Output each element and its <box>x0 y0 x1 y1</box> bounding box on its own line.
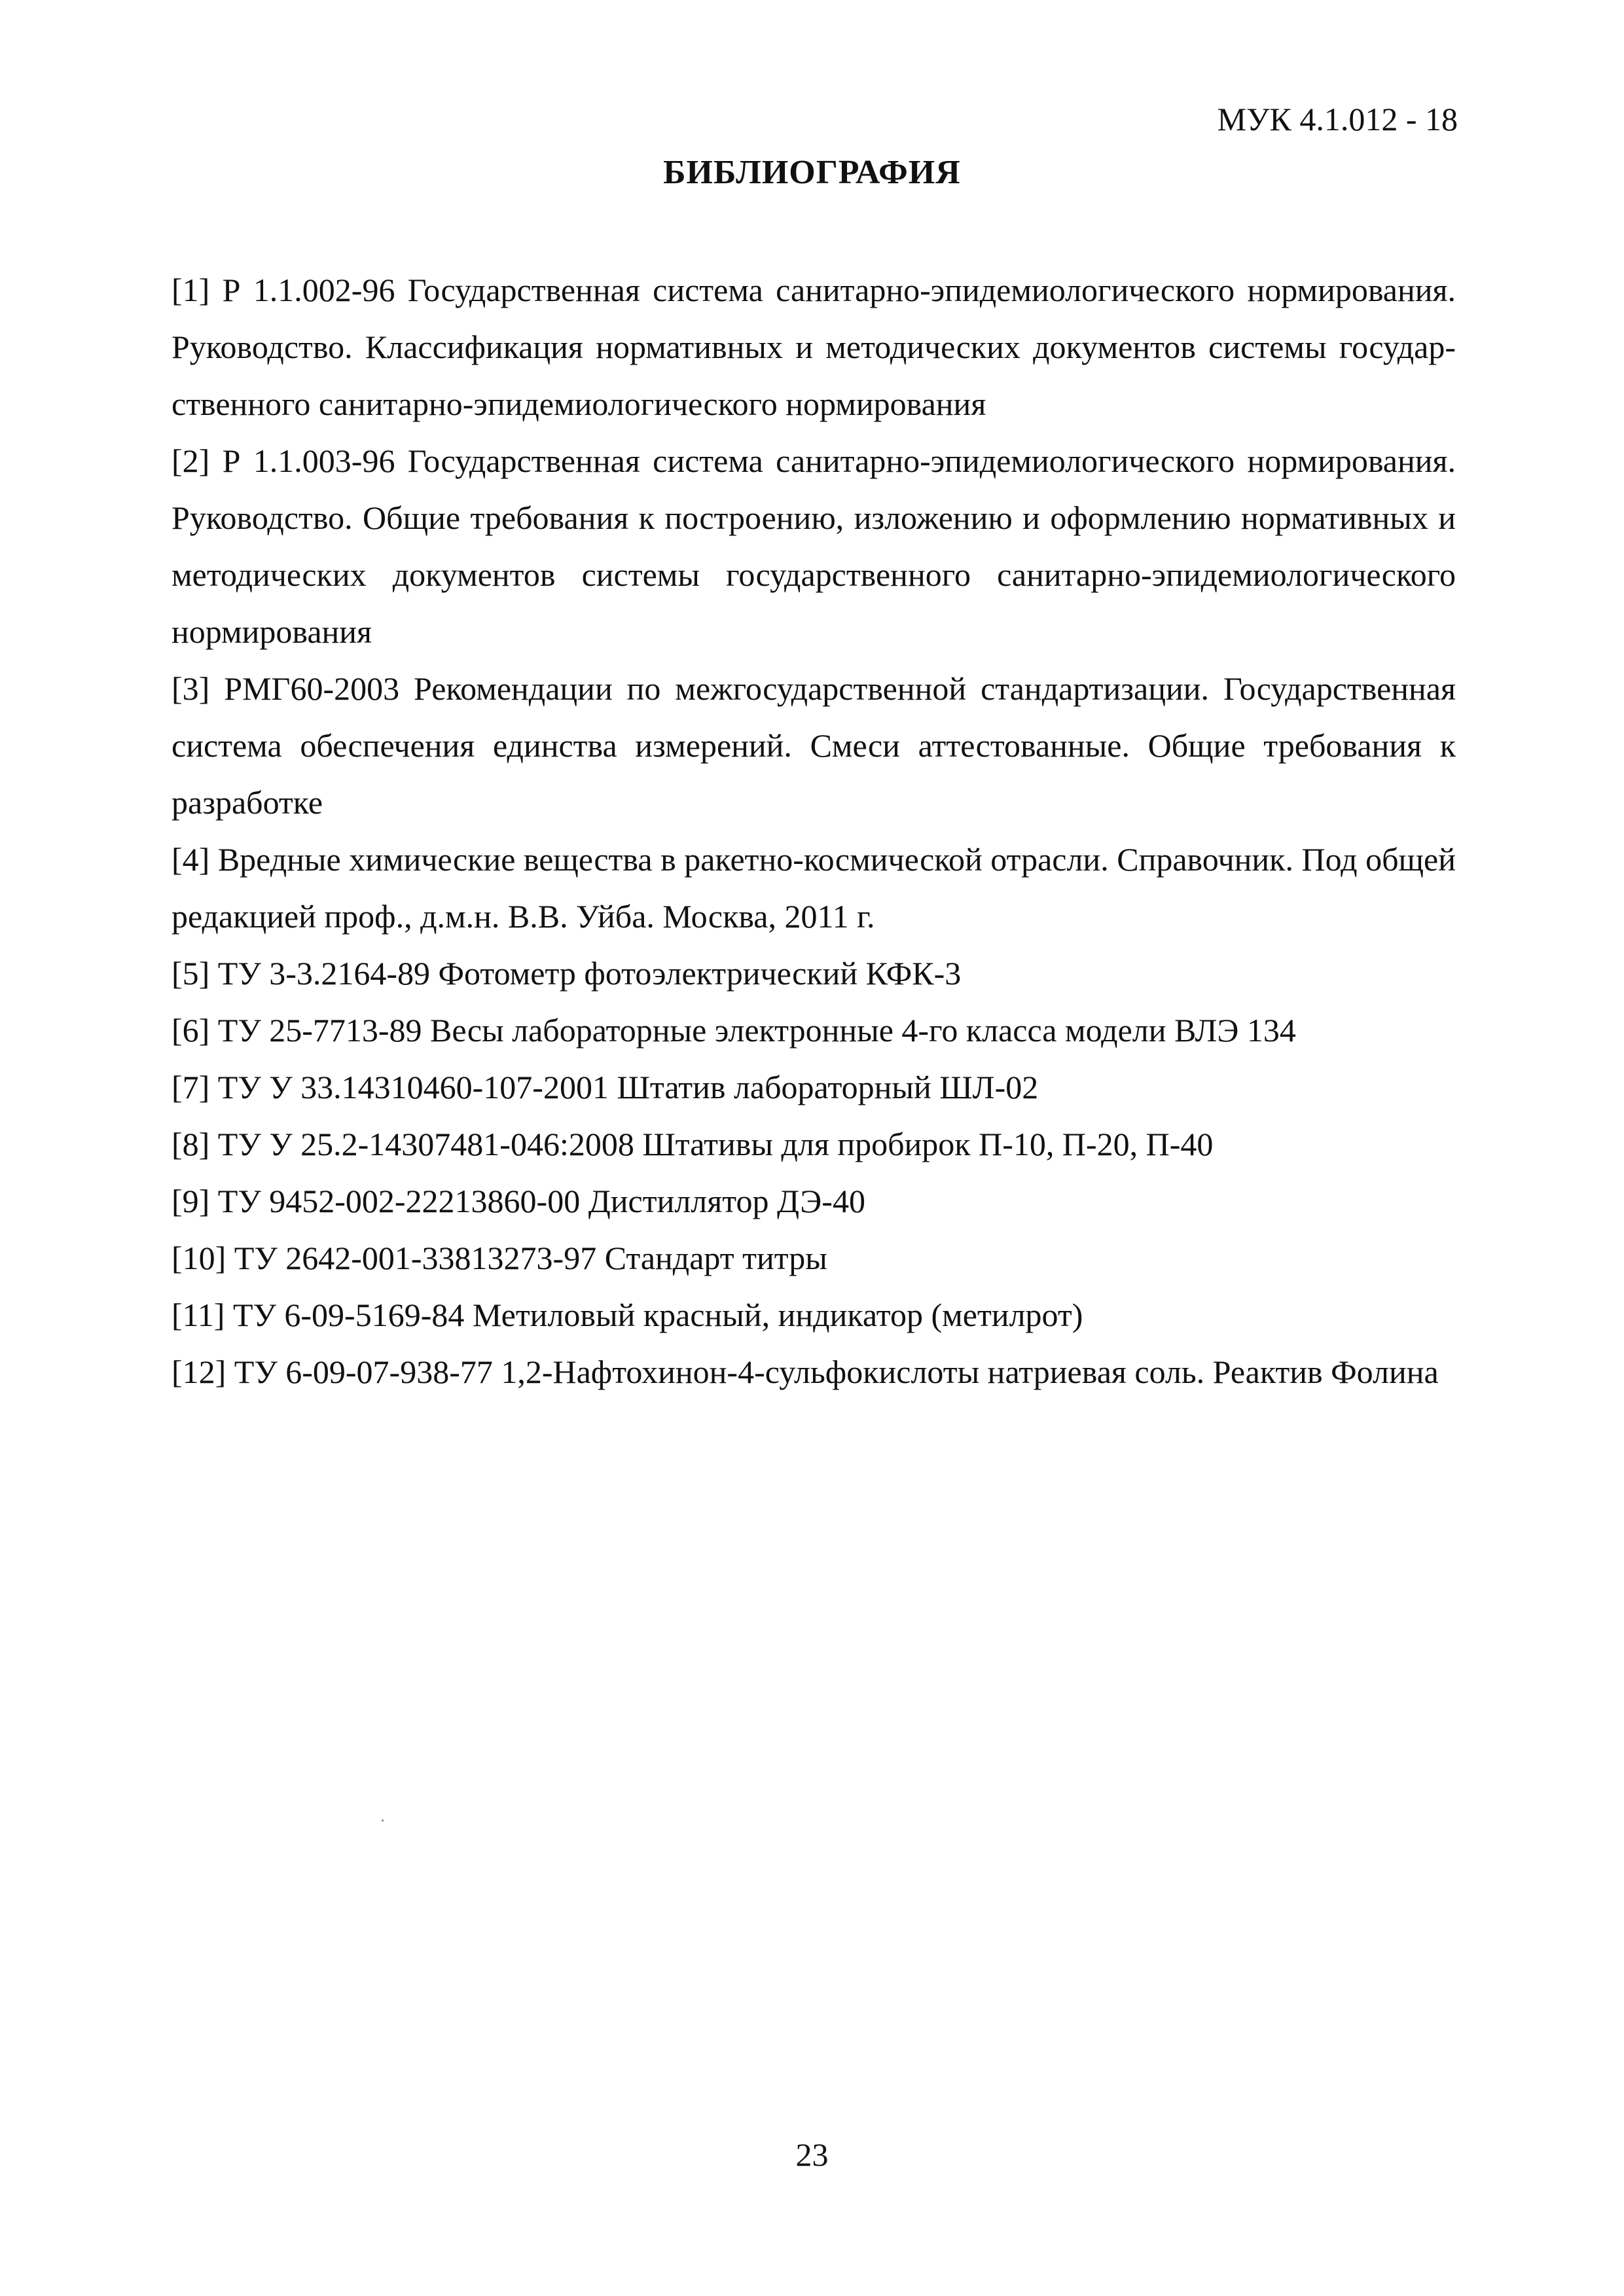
page-title: БИБЛИОГРАФИЯ <box>663 154 961 191</box>
page-number: 23 <box>795 2136 829 2173</box>
bibliography-item-8: [8] ТУ У 25.2-14307481-046:2008 Штативы для пробирок П-10, П-20, П-40 <box>171 1126 1214 1162</box>
bibliography-item-11: [11] ТУ 6-09-5169-84 Метиловый красный, индикатор (метилрот) <box>171 1297 1083 1333</box>
bibliography-item-1: [1] Р 1.1.002-96 Государственная система санитарно-эпидемиологического нормирования. Руководство. Классификация нормативных и методических документов системы государственного санитарно-эпидемиологического нормирования <box>171 272 1456 422</box>
bibliography-item-4: [4] Вредные химические вещества в ракетно-космической отрасли. Справочник. Под общей редакцией проф., д.м.н. В.В. Уйба. Москва, 2011 г. <box>171 841 1456 935</box>
bibliography-item-2: [2] Р 1.1.003-96 Государственная система санитарно-эпидемиологического нормирования. Руководство. Общие требования к построению, изложению и оформлению нормативных и методических документов системы государственного санитарно-эпидемиологического нормирования <box>171 442 1456 650</box>
document-code: МУК 4.1.012 - 18 <box>1217 101 1458 137</box>
scan-speck <box>382 1820 384 1821</box>
bibliography-item-3: [3] РМГ60-2003 Рекомендации по межгосударственной стандартизации. Государственная система обеспечения единства измерений. Смеси аттестованные. Общие требования к разработке <box>171 670 1456 821</box>
bibliography-item-7: [7] ТУ У 33.14310460-107-2001 Штатив лабораторный ШЛ-02 <box>171 1069 1039 1105</box>
bibliography-item-5: [5] ТУ 3-3.2164-89 Фотометр фотоэлектрический КФК-3 <box>171 955 962 992</box>
bibliography-item-12: [12] ТУ 6-09-07-938-77 1,2-Нафтохинон-4-сульфокислоты натриевая соль. Реактив Фолина <box>171 1354 1439 1390</box>
bibliography-item-6: [6] ТУ 25-7713-89 Весы лабораторные электронные 4-го класса модели ВЛЭ 134 <box>171 1012 1296 1049</box>
bibliography-item-9: [9] ТУ 9452-002-22213860-00 Дистиллятор ДЭ-40 <box>171 1183 865 1219</box>
bibliography-item-10: [10] ТУ 2642-001-33813273-97 Стандарт титры <box>171 1240 827 1276</box>
bibliography-list <box>171 262 1456 1401</box>
